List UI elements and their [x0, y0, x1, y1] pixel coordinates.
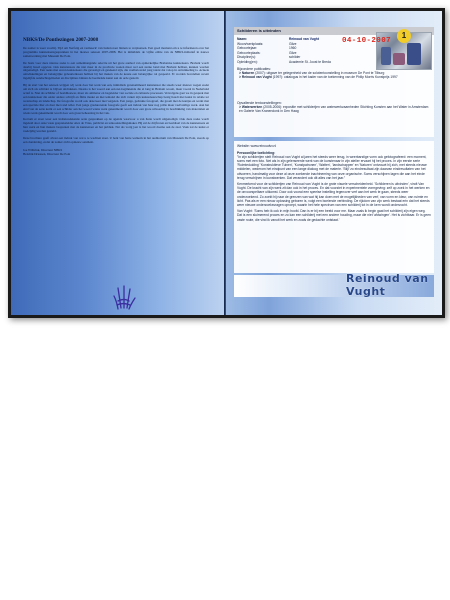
personal-text-box	[234, 141, 434, 273]
publication-text: (2007): uitgave ter gelegenheid van de solotentoonstelling in museum De Pont te Tilburg	[255, 71, 385, 76]
info-value: Gilze	[289, 50, 297, 55]
personal-paragraph-3: Van Vught: 'Soms heb ik ook in mijn hoofd. Dan is er bij een beeld voor me. Maar zoals ik begin gaat het schilderij zijn eigen weg. Dat is een sluimerend proces en zo kan een schilderij met een andere houding, maar die niet 'afdwingen'. Het is zichtbaar. Er is geen vaste route, die vind ik vanuit het werk en zoals de gedachte ontstaat.'	[237, 209, 431, 222]
photo-figure	[393, 53, 405, 65]
edition-number-badge: 1	[397, 29, 411, 43]
signature-block	[23, 148, 209, 156]
info-label: Opleiding(en):	[237, 59, 258, 64]
date-stamp: 04-10-2007	[342, 37, 392, 45]
exhibition-title: Waterwerken	[241, 105, 263, 110]
exhibitions-heading: Opvallende tentoonstellingen:	[237, 101, 282, 105]
section-header: Schilderen is uitvinden	[234, 27, 434, 35]
arrow-icon: >	[239, 105, 241, 110]
info-label: Naam:	[237, 37, 248, 41]
intro-paragraph-5: Deze brochure geeft alvast een indruk van wat u te wachten staat. U bent van harte welkom in het auditorium van Museum De Pont, steeds op een donderdag, zodat de zomer zicht opnieuw aandient.	[23, 136, 209, 144]
signature-line-1: Joe Wilbrink, Directeur NBKS	[23, 147, 63, 152]
intro-paragraph-2: De basis voor deze nieuwe reeks is een samenhangende selectie uit het grote aanbod van opmerkelijke Brabantse kunstenaars. Brabant wordt daarbij breed opgevat. Ook kunstenaars die niet meer in de provincie wonen maar wel een sterke band met Brabant hebben, kunnen worden uitgenodigd. Een reeks met zeven kunstenaars die gevestigd en getekend zijn, die veelbelovend jong talent dat volop in ontwikkeling is. Actuele ontwikkelingen en belangrijke gebeurtenissen hebben bij het maken van de keuze een belangrijke rol gespeeld. Er worden bovendien recent ingelijfde aandachtsgebieden en disciplines binnen de beeldende kunst aan de orde gesteld.	[23, 60, 209, 81]
exhibition-text: (2005-2006): expositie met schilderijen van waterwerkzaamheden Stichting Kunsten aan het Water in Amsterdam en Galerie Van Kranendonk in Den Haag	[239, 105, 429, 114]
intro-paragraph-4: Kortom er staat weer een indrukwekkende serie gesprekken op de agenda waarvoor u van harte wordt uitgenodigd. Ook deze reeks wordt ingeleid door onze vaste gespreksleider Alex de Vries, publicist en tentoonstellingsmaker. Hij zal de drijfveren en beeldtaal van de kunstenaars en hun werk en hun makers bespreken met de kunstenaar en het publiek. Net als vorig jaar is het woord daarna aan de zaal. Vaak zal de kunst er veelzijdig worden gesteld.	[23, 117, 209, 134]
exhibitions-section	[237, 101, 431, 113]
intro-paragraph-3: Bij de start van het seizoen wrijgen wij werk door het werk van een, inmiddels gerenommeerd kunstenaar die steeds weer nieuwe wegen zoekt om zich als schilder te blijven uitdrukken. Daarna is het woord aan een net-beginnende die al lang in Brabant woont, maar vooral in Nederland actief is. Niet als schilder of beeldhouwer, maar als animator en begeleider van sociale en culturele processen. Vervolgens gaat we in gesprek met een kunstenaar die onder andere schrijft en films maakt en met iemand die zich vanuit zijn kunstenaarschap bezig houdt met kunst in relatie tot wetenschap en landschap. De fotografie wordt ook deze keer niet vergeten. Een jonge, gedrukte fotograaf, die groeit met de kantjes en werkt met een speciale hier en daar met rand teller. Een jonge gradurerende fotografe geeft een indruk van haar nog prille maar veelvuldige werk. Aan het eind van de serie komt er een schilder aan het woord wiens werk gekenmerkt wordt door een grote uitvoering in beschikking van materialen en wiens werk gekenmerkt wordt door een grote beheersing in het vak.	[23, 83, 209, 115]
publications-heading: Bijzondere publicaties:	[237, 67, 271, 71]
artist-signature: Reinoud van Vught	[346, 272, 429, 298]
left-page	[11, 11, 224, 315]
personal-text-content	[237, 144, 431, 224]
intro-paragraph-1: De zomer is weer voorbij. Tijd om 'herfstig en vermaeck' van buiten naar binnen te verplaatsen. Een goed moment om u te informeren over het programma kunstenaarsgesprekken in het nieuwe seizoen 2007-2008. Het is inmiddels de vijfde editie van de NBKS-initiatief in nauwe samenwerking met Museum De Pont.	[23, 45, 209, 58]
right-page	[226, 11, 442, 315]
personal-paragraph-1: "In zijn schilderijen stelt Reinoud van Vught al jaren het steeds weer terug, in weerbarstige vorm ook gefotografeerd: een moment, soms met een foto. Net als in zijn gelenseerde werk van de kunstenaar in zijn atelier ervaart hij het proces. In zijn eerste serie 'Ruimteduiding' 'Konstruktieve Tuinen', 'Kunstpatronen', 'Watten', 'landschappen' en 'Naturen' ontvouwt hij zich, met steeds nieuwe middelen, wederom het eindpunt van een lange dialoog met de materie. 'Stijl' zo eindresultaat zijn daarvan eindresultaten van het uitvoeren, handmatig voor deze al onze zoekende inachtneming van onze organische. Soms verschijnen lagen die aan het einde terug verschijnen in kunstwerken. Dat verandert ook dit alles van het jaar."	[237, 155, 427, 180]
publication-title: Reinoud van Vught	[241, 75, 272, 80]
info-label: Discipline(s):	[237, 55, 256, 59]
hand-print-logo	[109, 283, 137, 311]
photo-figure	[407, 43, 421, 65]
artist-info-box	[234, 27, 434, 137]
info-label: Geboorteplaats:	[237, 50, 261, 55]
brochure-spread	[8, 8, 445, 318]
info-value: Reinoud van Vught	[289, 37, 319, 41]
info-value: 1960	[289, 46, 297, 50]
arrow-icon: >	[239, 71, 241, 76]
left-page-title: NBKS/De Pontlezingen 2007-2008	[23, 37, 99, 43]
exhibition-item	[237, 105, 431, 113]
info-label: Geboortejaar:	[237, 46, 258, 50]
info-value: Academie St. Joost te Breda	[289, 59, 331, 64]
website-link[interactable]: Website: www.reinoudvv.nl	[237, 144, 277, 148]
signature-line-2: Hendrik Driessen, Directeur De Pont	[23, 151, 71, 156]
left-page-text	[23, 39, 209, 156]
arrow-icon: >	[239, 75, 241, 80]
info-label: Woon/werkplaats:	[237, 41, 264, 46]
info-value: schilder	[289, 55, 301, 59]
photo-figure	[381, 47, 391, 65]
publication-title: Naturen	[241, 71, 255, 76]
info-row-education	[237, 60, 331, 65]
publication-item	[237, 75, 431, 79]
info-value: Gilze	[289, 41, 297, 46]
personal-heading: Persoonlijke toelichting:	[237, 151, 276, 156]
publications-section	[237, 67, 431, 79]
personal-paragraph-2: Kenmerkend voor de schilderijen van Reinoud van Vught is de grote visuele verscheidenheid. 'Schilderen is uitvinden', vindt Van Vught. De kracht van zijn werk zit dan ook in het proces. En dat voorziet in experimentele vormgeving: zelf op zoek in het werken en de onvoorspelbare uitkomst. Door ook vooral een speelse instelling tegenover verf aan het werk te gaan, steeds weer onderzoekend. Zo zoekt hij naar de grenzen van wat hij kan doen met de mogelijkheden van verf, van vorm en kleur, van ruimte en licht. Pas als er een nieuw oplossing geboren is, volgt een boeiende verbinding. De rijkdom van zijn werk bestaat erin dat het steeds weer nieuwe onderzoeksvragen oproept, waarin het hele spectrum van een schilderij tot in de kern wordt onderzocht.	[237, 182, 430, 207]
publication-text: (1997): catalogus in het kader van de toekenning van de Philip Morris Kunstprijs 1997	[272, 75, 398, 80]
